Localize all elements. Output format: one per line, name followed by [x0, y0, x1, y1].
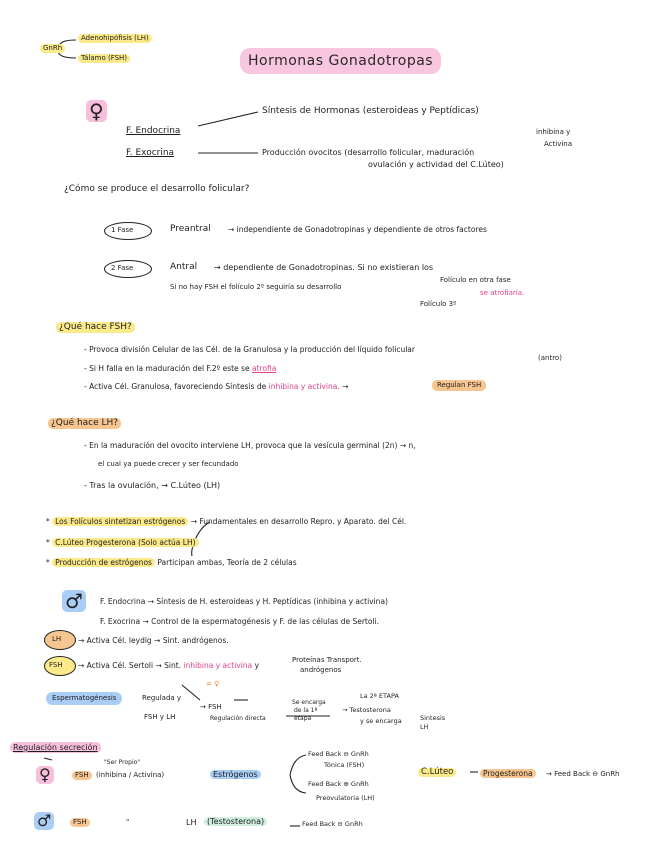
phase2-text: → dependiente de Gonadotropinas. Si no existieran los	[214, 263, 434, 272]
corner-bottom: Tálamo (FSH)	[78, 54, 130, 63]
regulation-heading: Regulación secreción	[10, 742, 101, 753]
male-sperm-r3: y se encarga	[360, 717, 402, 725]
regulation-male-fsh: FSH	[70, 818, 90, 827]
corner-gnrh: GnRh	[40, 44, 65, 53]
regulation-ditto: "	[126, 818, 130, 826]
female-f-exocrina: F. Exocrina	[126, 148, 175, 158]
male-sperm-r4: Sintesis LH	[420, 714, 446, 731]
lh-line1: - En la maduración del ovocito interviene LH, provoca que la vesícula germinal (2n) → n,	[84, 441, 416, 450]
phase1-label: 1 Fase	[111, 226, 134, 234]
corner-top: Adenohipófisis (LH)	[78, 34, 152, 43]
lh-line1b: el cual ya puede crecer y ser fecundado	[98, 460, 239, 468]
male-sperm-text: Regulada y	[142, 694, 182, 702]
regulation-quote: "Ser Propio"	[104, 759, 141, 766]
regulation-fb4: Feed Back ⊖ GnRh	[302, 820, 363, 828]
female-side-note2: Activina	[544, 140, 573, 148]
regulation-fb2: Feed Back ⊕ GnRh	[308, 780, 369, 788]
question-desarrollo: ¿Cómo se produce el desarrollo folicular?	[64, 184, 250, 194]
regulation-fsh: FSH	[72, 771, 92, 780]
fsh-line3: - Activa Cél. Granulosa, favoreciendo Síntesis de inhibina y activina. →	[84, 382, 349, 391]
male-fsh-proteins: Proteínas Transport.	[292, 656, 362, 664]
regulation-clut: C.Lúteo	[418, 768, 456, 777]
page-title: Hormonas Gonadotropas	[240, 48, 441, 74]
male-symbol-icon: ♂	[62, 590, 86, 612]
male-f-endocrina: F. Endocrina → Síntesis de H. esteroideas y H. Peptídicas (inhibina y activina)	[100, 597, 388, 606]
fsh-line1-note: (antro)	[538, 354, 562, 362]
regulation-fb1b: Tónica (FSH)	[324, 761, 365, 769]
phase2-note-a: Folículo en otra fase	[440, 276, 511, 284]
regulation-male-lh: LH	[186, 818, 197, 827]
bullet-1: * Los Folículos sintetizan estrógenos → Fundamentales en desarrollo Repro. y Aparato. del Cél.	[46, 517, 407, 526]
male-lh-label: LH	[52, 635, 62, 643]
male-sperm-mid-a: Se encarga	[292, 699, 326, 706]
phase2-note-c: Folículo 3º	[420, 300, 457, 308]
regulation-prog: Progesterona	[480, 769, 536, 778]
male-lh-text: → Activa Cél. leydig → Sint. andrógenos.	[78, 636, 229, 645]
male-sperm-fsh-note: Regulación directa	[210, 715, 266, 722]
bullet-2: * C.Lúteo Progesterona (Solo actúa LH)	[46, 538, 199, 547]
male-sperm-r2: → Testosterona	[342, 706, 391, 714]
phase2-name: Antral	[170, 262, 198, 272]
fsh-regulan-badge: Regulan FSH	[432, 380, 486, 391]
regulation-estrogenos: Estrógenos	[210, 770, 261, 779]
female-side-note: inhibina y	[536, 128, 571, 136]
lh-line2: - Tras la ovulación, → C.Lúteo (LH)	[84, 481, 221, 490]
phase1-text: → independiente de Gonadotropinas y dependiente de otros factores	[228, 225, 487, 234]
male-fsh-androgenos: andrógenos	[300, 666, 342, 674]
male-fsh-label: FSH	[49, 661, 63, 669]
lh-heading: ¿Qué hace LH?	[48, 418, 121, 429]
fsh-line1: - Provoca división Celular de las Cél. de la Granulosa y la producción del líquido folicular	[84, 345, 415, 354]
female-f-exocrina-result2: ovulación y actividad del C.Lúteo)	[368, 160, 504, 169]
male-sperm-fsh: → FSH	[200, 703, 222, 711]
female-f-endocrina: F. Endocrina	[126, 126, 181, 136]
phase2-note-b: se atrofiaría.	[480, 289, 525, 297]
female-symbol-icon: ♀	[86, 100, 107, 122]
regulation-testosterona: (Testosterona)	[204, 817, 267, 826]
fsh-line2: - Si H falla en la maduración del F.2º este se atrofia	[84, 364, 277, 373]
regulation-fb1: Feed Back ⊖ GnRh	[308, 750, 369, 758]
male-f-exocrina: F. Exocrina → Control de la espermatogénesis y F. de las células de Sertoli.	[100, 617, 380, 626]
male-sperm-mid-c: etapa	[294, 715, 312, 722]
male-sperm-fsh-lh: FSH y LH	[144, 713, 176, 721]
phase1-name: Preantral	[170, 224, 211, 234]
male-fsh-text: → Activa Cél. Sertoli → Sint. inhibina y activina y	[78, 661, 260, 670]
fsh-heading: ¿Qué hace FSH?	[56, 322, 135, 333]
female-f-exocrina-result: Producción ovocitos (desarrollo folicular, maduración	[262, 148, 475, 157]
male-fsh-eq: = ♀	[206, 680, 220, 688]
female-f-endocrina-result: Síntesis de Hormonas (esteroideas y Peptídicas)	[262, 106, 479, 116]
phase2-text2: Si no hay FSH el folículo 2º seguiría su desarrollo	[170, 283, 342, 291]
regulation-fsh-note: (inhibina / Activina)	[96, 771, 165, 779]
regulation-male-icon: ♂	[34, 812, 54, 830]
regulation-fb3: → Feed Back ⊖ GnRh	[546, 770, 620, 778]
regulation-female-icon: ♀	[36, 766, 54, 784]
male-sperm-label: Espermatogénesis	[46, 692, 122, 705]
male-sperm-r1: La 2ª ETAPA	[360, 692, 399, 700]
bullet-3: * Producción de estrógenos Participan ambas, Teoría de 2 células	[46, 558, 297, 567]
male-sperm-mid-b: de la 1ª	[294, 707, 318, 714]
regulation-fb2b: Preovulatoria (LH)	[316, 794, 375, 802]
phase2-label: 2 Fase	[111, 264, 134, 272]
